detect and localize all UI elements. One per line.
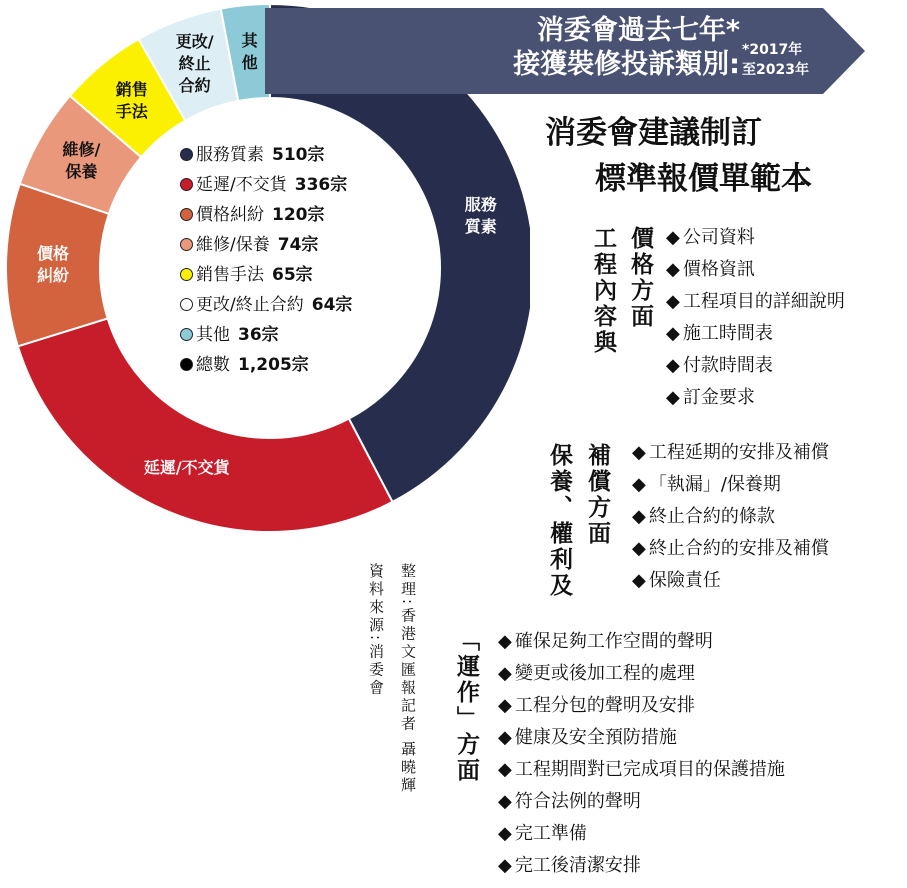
list-item: ◆ 變更或後加工程的處理 — [498, 658, 785, 690]
legend-value: 510宗 — [272, 145, 325, 165]
section2-list — [632, 437, 829, 597]
legend-item — [180, 350, 352, 380]
page-title-line1: 消委會建議制訂 — [545, 115, 762, 151]
banner-note-line2: 至2023年 — [742, 62, 809, 78]
legend-label: 服務質素 — [196, 145, 264, 165]
banner-title-line2: 接獲裝修投訴類別: — [513, 49, 740, 80]
legend-item — [180, 260, 352, 290]
legend-value: 64宗 — [311, 295, 353, 315]
list-item: ◆ 保險責任 — [632, 565, 829, 597]
chart-legend — [180, 140, 352, 380]
section2-heading-b: 補償方面 — [584, 443, 610, 547]
legend-label: 延遲/不交貨 — [196, 175, 287, 195]
list-item: ◆ 工程分包的聲明及安排 — [498, 690, 785, 722]
segment-label-3: 維修/ 保養 — [62, 139, 101, 181]
legend-swatch — [180, 148, 193, 161]
legend-swatch — [180, 328, 193, 341]
banner-note — [742, 40, 842, 80]
page-title — [515, 110, 905, 202]
list-item: ◆ 付款時間表 — [666, 350, 845, 382]
list-item: ◆ 符合法例的聲明 — [498, 786, 785, 818]
list-item: ◆ 工程期間對已完成項目的保護措施 — [498, 754, 785, 786]
list-item: ◆ 工程延期的安排及補償 — [632, 437, 829, 469]
list-item: ◆ 價格資訊 — [666, 254, 845, 286]
banner-title — [440, 14, 740, 82]
legend-swatch — [180, 298, 193, 311]
banner-title-line1: 消委會過去七年* — [536, 15, 740, 46]
segment-label-6: 其 他 — [241, 30, 258, 72]
legend-swatch — [180, 268, 193, 281]
list-item: ◆ 公司資料 — [666, 222, 845, 254]
legend-swatch — [180, 358, 193, 371]
section1-list — [666, 222, 845, 414]
legend-label: 總數 — [196, 355, 230, 375]
legend-value: 74宗 — [277, 235, 319, 255]
legend-item — [180, 230, 352, 260]
legend-label: 價格糾紛 — [196, 205, 264, 225]
legend-item — [180, 170, 352, 200]
section3-list — [498, 626, 785, 882]
segment-label-4: 銷售 手法 — [115, 79, 148, 121]
legend-swatch — [180, 238, 193, 251]
list-item: ◆ 終止合約的條款 — [632, 501, 829, 533]
compiler-credit: 整理:香港文匯報記者 聶曉輝 — [399, 563, 417, 795]
list-item: ◆ 確保足夠工作空間的聲明 — [498, 626, 785, 658]
segment-label-0: 服務 質素 — [464, 195, 497, 237]
legend-label: 銷售手法 — [196, 265, 264, 285]
list-item: ◆ 「執漏」/保養期 — [632, 469, 829, 501]
list-item: ◆ 施工時間表 — [666, 318, 845, 350]
list-item: ◆ 完工準備 — [498, 818, 785, 850]
legend-item — [180, 320, 352, 350]
list-item: ◆ 完工後清潔安排 — [498, 850, 785, 882]
segment-label-1: 延遲/不交貨 — [143, 458, 230, 478]
legend-value: 120宗 — [272, 205, 325, 225]
list-item: ◆ 終止合約的安排及補償 — [632, 533, 829, 565]
legend-label: 其他 — [196, 325, 230, 345]
section3-heading: 「運作」方面 — [453, 628, 479, 784]
legend-swatch — [180, 178, 193, 191]
legend-value: 36宗 — [238, 325, 279, 345]
page-title-line2: 標準報價單範本 — [595, 161, 812, 197]
segment-label-5: 更改/ 終止 合約 — [175, 32, 214, 96]
section1-heading-b: 價格方面 — [627, 226, 653, 330]
list-item: ◆ 健康及安全預防措施 — [498, 722, 785, 754]
legend-swatch — [180, 208, 193, 221]
legend-value: 65宗 — [272, 265, 313, 285]
legend-item — [180, 200, 352, 230]
source-credit: 資料來源:消委會 — [367, 563, 385, 698]
segment-label-2: 價格 糾紛 — [36, 244, 69, 286]
legend-value: 336宗 — [294, 175, 348, 195]
list-item: ◆ 工程項目的詳細說明 — [666, 286, 845, 318]
legend-label: 維修/保養 — [196, 235, 270, 255]
legend-item — [180, 140, 352, 170]
list-item: ◆ 訂金要求 — [666, 382, 845, 414]
banner-note-line1: *2017年 — [742, 42, 803, 58]
section1-heading-a: 工程內容與 — [590, 226, 616, 356]
legend-value: 1,205宗 — [238, 355, 309, 375]
legend-item — [180, 290, 352, 320]
legend-label: 更改/終止合約 — [196, 295, 304, 315]
section2-heading-a: 保養、權利及 — [546, 443, 572, 599]
